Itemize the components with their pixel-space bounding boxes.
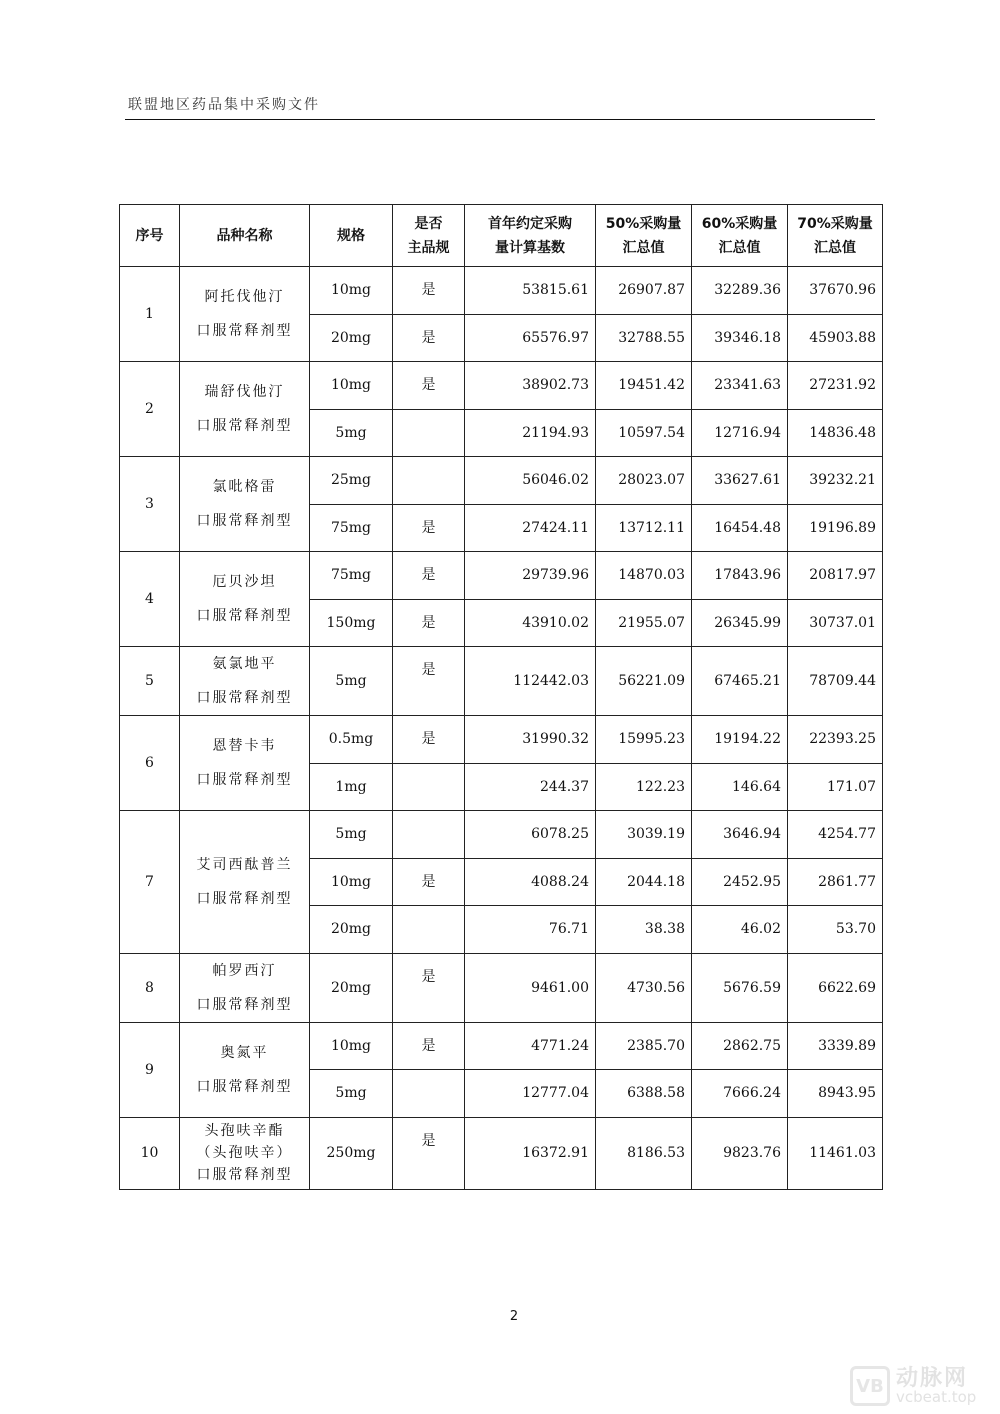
row-index: 6: [120, 716, 180, 811]
pct70-cell: 171.07: [788, 763, 883, 811]
spec-cell: 5mg: [310, 811, 393, 859]
drug-name: [180, 716, 310, 811]
drug-name-line: 口服常释剂型: [196, 608, 293, 624]
table-row: [120, 716, 883, 764]
pct50-cell: 26907.87: [596, 267, 692, 315]
base-quantity-cell: 6078.25: [465, 811, 596, 859]
main-spec-cell: 是: [393, 267, 465, 315]
row-index: 3: [120, 457, 180, 552]
table-row: [120, 267, 883, 315]
pct60-cell: 7666.24: [692, 1070, 788, 1118]
pct70-cell: 20817.97: [788, 552, 883, 600]
pct70-cell: 11461.03: [788, 1117, 883, 1189]
main-spec-cell: [393, 457, 465, 505]
base-quantity-cell: 53815.61: [465, 267, 596, 315]
procurement-table: [119, 204, 883, 1190]
pct70-cell: 8943.95: [788, 1070, 883, 1118]
pct70-cell: 3339.89: [788, 1022, 883, 1070]
watermark-en: vcbeat.top: [896, 1387, 977, 1406]
table-row: [120, 647, 883, 716]
main-spec-cell: [393, 811, 465, 859]
spec-cell: 10mg: [310, 1022, 393, 1070]
pct50-cell: 19451.42: [596, 362, 692, 410]
table-body: [120, 267, 883, 1190]
pct50-cell: 10597.54: [596, 409, 692, 457]
col-header-70pct: 70%采购量 汇总值: [788, 205, 883, 267]
base-quantity-cell: 76.71: [465, 906, 596, 954]
drug-name-line: 氯吡格雷: [212, 479, 277, 495]
drug-name-line: 厄贝沙坦: [212, 574, 277, 590]
spec-cell: 0.5mg: [310, 716, 393, 764]
row-index: 2: [120, 362, 180, 457]
pct70-cell: 37670.96: [788, 267, 883, 315]
pct60-cell: 67465.21: [692, 647, 788, 716]
spec-cell: 5mg: [310, 647, 393, 716]
table-row: [120, 811, 883, 859]
table-row: [120, 1022, 883, 1070]
table-row: [120, 362, 883, 410]
pct70-cell: 53.70: [788, 906, 883, 954]
drug-name: [180, 647, 310, 716]
drug-name-line: 口服常释剂型: [196, 890, 293, 907]
base-quantity-cell: 31990.32: [465, 716, 596, 764]
main-spec-cell: 是: [393, 1022, 465, 1070]
watermark: [850, 1366, 976, 1406]
pct60-cell: 2452.95: [692, 858, 788, 906]
base-quantity-cell: 112442.03: [465, 647, 596, 716]
base-quantity-cell: 38902.73: [465, 362, 596, 410]
spec-cell: 20mg: [310, 953, 393, 1022]
base-quantity-cell: 4088.24: [465, 858, 596, 906]
spec-cell: 10mg: [310, 267, 393, 315]
col-header-60pct: 60%采购量 汇总值: [692, 205, 788, 267]
table-header-row: [120, 205, 883, 267]
main-spec-cell: 是: [393, 716, 465, 764]
drug-name-line: 口服常释剂型: [196, 690, 293, 706]
pct70-cell: 6622.69: [788, 953, 883, 1022]
pct50-cell: 4730.56: [596, 953, 692, 1022]
pct50-cell: 2385.70: [596, 1022, 692, 1070]
pct60-cell: 26345.99: [692, 599, 788, 647]
main-spec-cell: 是: [393, 953, 465, 1022]
table-row: [120, 1117, 883, 1189]
drug-name: [180, 267, 310, 362]
spec-cell: 75mg: [310, 504, 393, 552]
pct60-cell: 5676.59: [692, 953, 788, 1022]
pct70-cell: 19196.89: [788, 504, 883, 552]
drug-name-line: 口服常释剂型: [196, 772, 293, 788]
pct60-cell: 16454.48: [692, 504, 788, 552]
spec-cell: 1mg: [310, 763, 393, 811]
pct50-cell: 32788.55: [596, 314, 692, 362]
page-number: 2: [509, 1309, 519, 1324]
pct50-cell: 13712.11: [596, 504, 692, 552]
base-quantity-cell: 21194.93: [465, 409, 596, 457]
drug-name-line: 氨氯地平: [212, 656, 277, 672]
pct60-cell: 39346.18: [692, 314, 788, 362]
col-header-index: 序号: [120, 205, 180, 267]
main-spec-cell: [393, 1070, 465, 1118]
spec-cell: 5mg: [310, 409, 393, 457]
spec-cell: 250mg: [310, 1117, 393, 1189]
pct50-cell: 14870.03: [596, 552, 692, 600]
main-spec-cell: 是: [393, 858, 465, 906]
pct50-cell: 56221.09: [596, 647, 692, 716]
spec-cell: 25mg: [310, 457, 393, 505]
pct60-cell: 33627.61: [692, 457, 788, 505]
drug-name: [180, 552, 310, 647]
pct60-cell: 17843.96: [692, 552, 788, 600]
pct60-cell: 12716.94: [692, 409, 788, 457]
spec-cell: 10mg: [310, 362, 393, 410]
main-spec-cell: 是: [393, 362, 465, 410]
base-quantity-cell: 9461.00: [465, 953, 596, 1022]
pct60-cell: 23341.63: [692, 362, 788, 410]
drug-name-line: 恩替卡韦: [212, 738, 277, 754]
row-index: 10: [120, 1117, 180, 1189]
drug-name-line: 口服常释剂型: [196, 513, 293, 529]
drug-name-line: 口服常释剂型: [196, 418, 293, 434]
pct50-cell: 8186.53: [596, 1117, 692, 1189]
pct50-cell: 15995.23: [596, 716, 692, 764]
col-header-name: 品种名称: [180, 205, 310, 267]
pct60-cell: 46.02: [692, 906, 788, 954]
base-quantity-cell: 4771.24: [465, 1022, 596, 1070]
spec-cell: 10mg: [310, 858, 393, 906]
drug-name: [180, 811, 310, 954]
main-spec-cell: [393, 409, 465, 457]
drug-name-line: 口服常释剂型: [196, 1167, 293, 1183]
col-header-50pct: 50%采购量 汇总值: [596, 205, 692, 267]
pct60-cell: 146.64: [692, 763, 788, 811]
pct60-cell: 3646.94: [692, 811, 788, 859]
pct50-cell: 38.38: [596, 906, 692, 954]
main-spec-cell: 是: [393, 647, 465, 716]
main-spec-cell: 是: [393, 504, 465, 552]
base-quantity-cell: 29739.96: [465, 552, 596, 600]
table-row: [120, 953, 883, 1022]
pct60-cell: 9823.76: [692, 1117, 788, 1189]
main-spec-cell: 是: [393, 599, 465, 647]
drug-name-line: 口服常释剂型: [196, 1078, 293, 1095]
base-quantity-cell: 16372.91: [465, 1117, 596, 1189]
pct50-cell: 6388.58: [596, 1070, 692, 1118]
spec-cell: 75mg: [310, 552, 393, 600]
drug-name-line: 口服常释剂型: [196, 996, 293, 1013]
col-header-spec: 规格: [310, 205, 393, 267]
drug-name-line: 艾司西酞普兰: [196, 856, 293, 873]
drug-name-line: 头孢呋辛酯: [204, 1123, 285, 1139]
base-quantity-cell: 27424.11: [465, 504, 596, 552]
pct50-cell: 122.23: [596, 763, 692, 811]
base-quantity-cell: 12777.04: [465, 1070, 596, 1118]
pct70-cell: 22393.25: [788, 716, 883, 764]
pct50-cell: 28023.07: [596, 457, 692, 505]
col-header-main-spec: 是否 主品规: [393, 205, 465, 267]
pct60-cell: 19194.22: [692, 716, 788, 764]
row-index: 5: [120, 647, 180, 716]
row-index: 8: [120, 953, 180, 1022]
spec-cell: 5mg: [310, 1070, 393, 1118]
base-quantity-cell: 43910.02: [465, 599, 596, 647]
drug-name: [180, 1117, 310, 1189]
pct70-cell: 78709.44: [788, 647, 883, 716]
drug-name-line: 瑞舒伐他汀: [204, 384, 285, 400]
pct70-cell: 39232.21: [788, 457, 883, 505]
row-index: 4: [120, 552, 180, 647]
row-index: 9: [120, 1022, 180, 1117]
main-spec-cell: [393, 906, 465, 954]
pct70-cell: 14836.48: [788, 409, 883, 457]
pct60-cell: 2862.75: [692, 1022, 788, 1070]
drug-name-line: 阿托伐他汀: [204, 289, 285, 305]
main-spec-cell: [393, 763, 465, 811]
pct60-cell: 32289.36: [692, 267, 788, 315]
table-row: [120, 552, 883, 600]
drug-name: [180, 362, 310, 457]
pct70-cell: 2861.77: [788, 858, 883, 906]
document-header-title: 联盟地区药品集中采购文件: [128, 97, 320, 113]
drug-name-line: 奥氮平: [220, 1044, 269, 1061]
drug-name: [180, 457, 310, 552]
table-row: [120, 457, 883, 505]
watermark-logo-icon: VB: [850, 1366, 890, 1406]
drug-name-line: （头孢呋辛）: [196, 1145, 293, 1161]
watermark-cn: 动脉网: [896, 1365, 969, 1391]
drug-name: [180, 1022, 310, 1117]
spec-cell: 20mg: [310, 906, 393, 954]
main-spec-cell: 是: [393, 552, 465, 600]
base-quantity-cell: 56046.02: [465, 457, 596, 505]
base-quantity-cell: 65576.97: [465, 314, 596, 362]
main-spec-cell: 是: [393, 1117, 465, 1189]
main-spec-cell: 是: [393, 314, 465, 362]
drug-name: [180, 953, 310, 1022]
drug-name-line: 口服常释剂型: [196, 323, 293, 339]
pct70-cell: 30737.01: [788, 599, 883, 647]
pct70-cell: 4254.77: [788, 811, 883, 859]
watermark-text: [896, 1367, 976, 1406]
pct50-cell: 21955.07: [596, 599, 692, 647]
pct70-cell: 27231.92: [788, 362, 883, 410]
spec-cell: 20mg: [310, 314, 393, 362]
row-index: 7: [120, 811, 180, 954]
drug-name-line: 帕罗西汀: [212, 962, 277, 979]
spec-cell: 150mg: [310, 599, 393, 647]
base-quantity-cell: 244.37: [465, 763, 596, 811]
pct70-cell: 45903.88: [788, 314, 883, 362]
pct50-cell: 3039.19: [596, 811, 692, 859]
header-divider: [125, 119, 875, 120]
col-header-base-quantity: 首年约定采购 量计算基数: [465, 205, 596, 267]
row-index: 1: [120, 267, 180, 362]
pct50-cell: 2044.18: [596, 858, 692, 906]
